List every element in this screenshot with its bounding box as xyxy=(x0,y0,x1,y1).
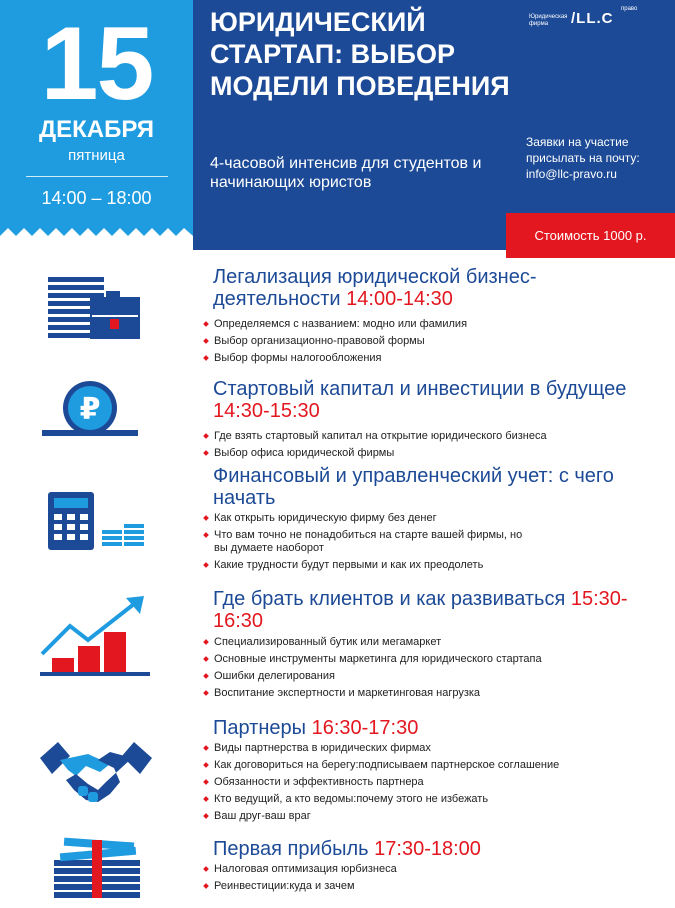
header xyxy=(0,0,675,250)
zigzag-edge xyxy=(0,228,193,250)
list-item: Выбор офиса юридической фирмы xyxy=(203,447,547,460)
section-items xyxy=(203,742,559,827)
section-title-text: Легализация юридической бизнес-деятельности xyxy=(213,266,537,310)
section-title-text: Финансовый и управленческий учет: с чего начать xyxy=(213,465,614,509)
growth-chart-icon xyxy=(40,596,152,678)
date-panel xyxy=(0,0,193,250)
section-time: 17:30-18:00 xyxy=(374,838,481,860)
apply-info: Заявки на участие присылать на почту: info@llc-pravo.ru xyxy=(526,135,640,181)
list-item: Ошибки делегирования xyxy=(203,670,542,683)
list-item: Кто ведущий, а кто ведомы:почему этого не избежать xyxy=(203,793,559,806)
list-item: Как договориться на берегу:подписываем партнерское соглашение xyxy=(203,759,559,772)
section-title xyxy=(213,838,653,860)
list-item: Воспитание экспертности и маркетинговая нагрузка xyxy=(203,687,542,700)
calculator-coins-icon xyxy=(40,490,150,552)
event-month: ДЕКАБРЯ xyxy=(39,116,154,143)
list-item: Налоговая оптимизация юрбизнеса xyxy=(203,863,397,876)
section-title xyxy=(213,266,653,310)
section-title-text: Первая прибыль xyxy=(213,838,369,860)
logo-small-text: Юридическая фирма xyxy=(529,14,568,27)
section-items xyxy=(203,430,547,464)
logo-main-text: /LL.C xyxy=(571,10,614,27)
list-item: Где взять стартовый капитал на открытие юридического бизнеса xyxy=(203,430,547,443)
section-items xyxy=(203,636,542,704)
section-title xyxy=(213,588,653,632)
svg-text:₽: ₽ xyxy=(79,392,101,427)
list-item: Как открыть юридическую фирму без денег xyxy=(203,512,533,525)
documents-briefcase-icon xyxy=(40,275,150,347)
list-item: Обязанности и эффективность партнера xyxy=(203,776,559,789)
list-item: Выбор формы налогообложения xyxy=(203,352,467,365)
list-item: Специализированный бутик или мегамаркет xyxy=(203,636,542,649)
section-time: 16:30-17:30 xyxy=(311,717,419,739)
section-title-text: Стартовый капитал и инвестиции в будущее xyxy=(213,378,627,400)
section-time: 15:30-16:30 xyxy=(213,588,628,632)
money-stack-icon xyxy=(40,836,152,902)
section-items xyxy=(203,512,533,576)
list-item: Какие трудности будут первыми и как их преодолеть xyxy=(203,559,533,572)
page-title: ЮРИДИЧЕСКИЙ СТАРТАП: ВЫБОР МОДЕЛИ ПОВЕДЕНИЯ xyxy=(210,7,510,101)
section-time: 14:00-14:30 xyxy=(346,288,453,310)
company-logo xyxy=(529,6,639,32)
section-time: 14:30-15:30 xyxy=(213,400,320,422)
list-item: Выбор организационно-правовой формы xyxy=(203,335,467,348)
list-item: Что вам точно не понадобиться на старте вашей фирмы, но вы думаете наоборот xyxy=(203,529,533,555)
section-items xyxy=(203,318,467,369)
section-title xyxy=(213,465,653,509)
logo-pravo-text: право xyxy=(621,6,638,12)
date-divider xyxy=(26,176,168,177)
handshake-icon xyxy=(40,738,152,814)
list-item: Определяемся с названием: модно или фамилия xyxy=(203,318,467,331)
price-badge: Стоимость 1000 р. xyxy=(506,213,675,258)
section-title-text: Партнеры xyxy=(213,717,307,739)
event-day: 15 xyxy=(40,6,153,122)
section-title-text: Где брать клиентов и как развиваться xyxy=(213,588,566,610)
event-weekday: пятница xyxy=(68,147,125,164)
section-title xyxy=(213,717,653,739)
page-subtitle: 4-часовой интенсив для студентов и начинающих юристов xyxy=(210,155,482,191)
section-title xyxy=(213,378,653,422)
list-item: Основные инструменты маркетинга для юридического стартапа xyxy=(203,653,542,666)
section-items xyxy=(203,863,397,897)
ruble-coin-icon xyxy=(40,380,150,440)
list-item: Ваш друг-ваш враг xyxy=(203,810,559,823)
list-item: Виды партнерства в юридических фирмах xyxy=(203,742,559,755)
list-item: Реинвестиции:куда и зачем xyxy=(203,880,397,893)
event-time: 14:00 – 18:00 xyxy=(41,188,152,208)
